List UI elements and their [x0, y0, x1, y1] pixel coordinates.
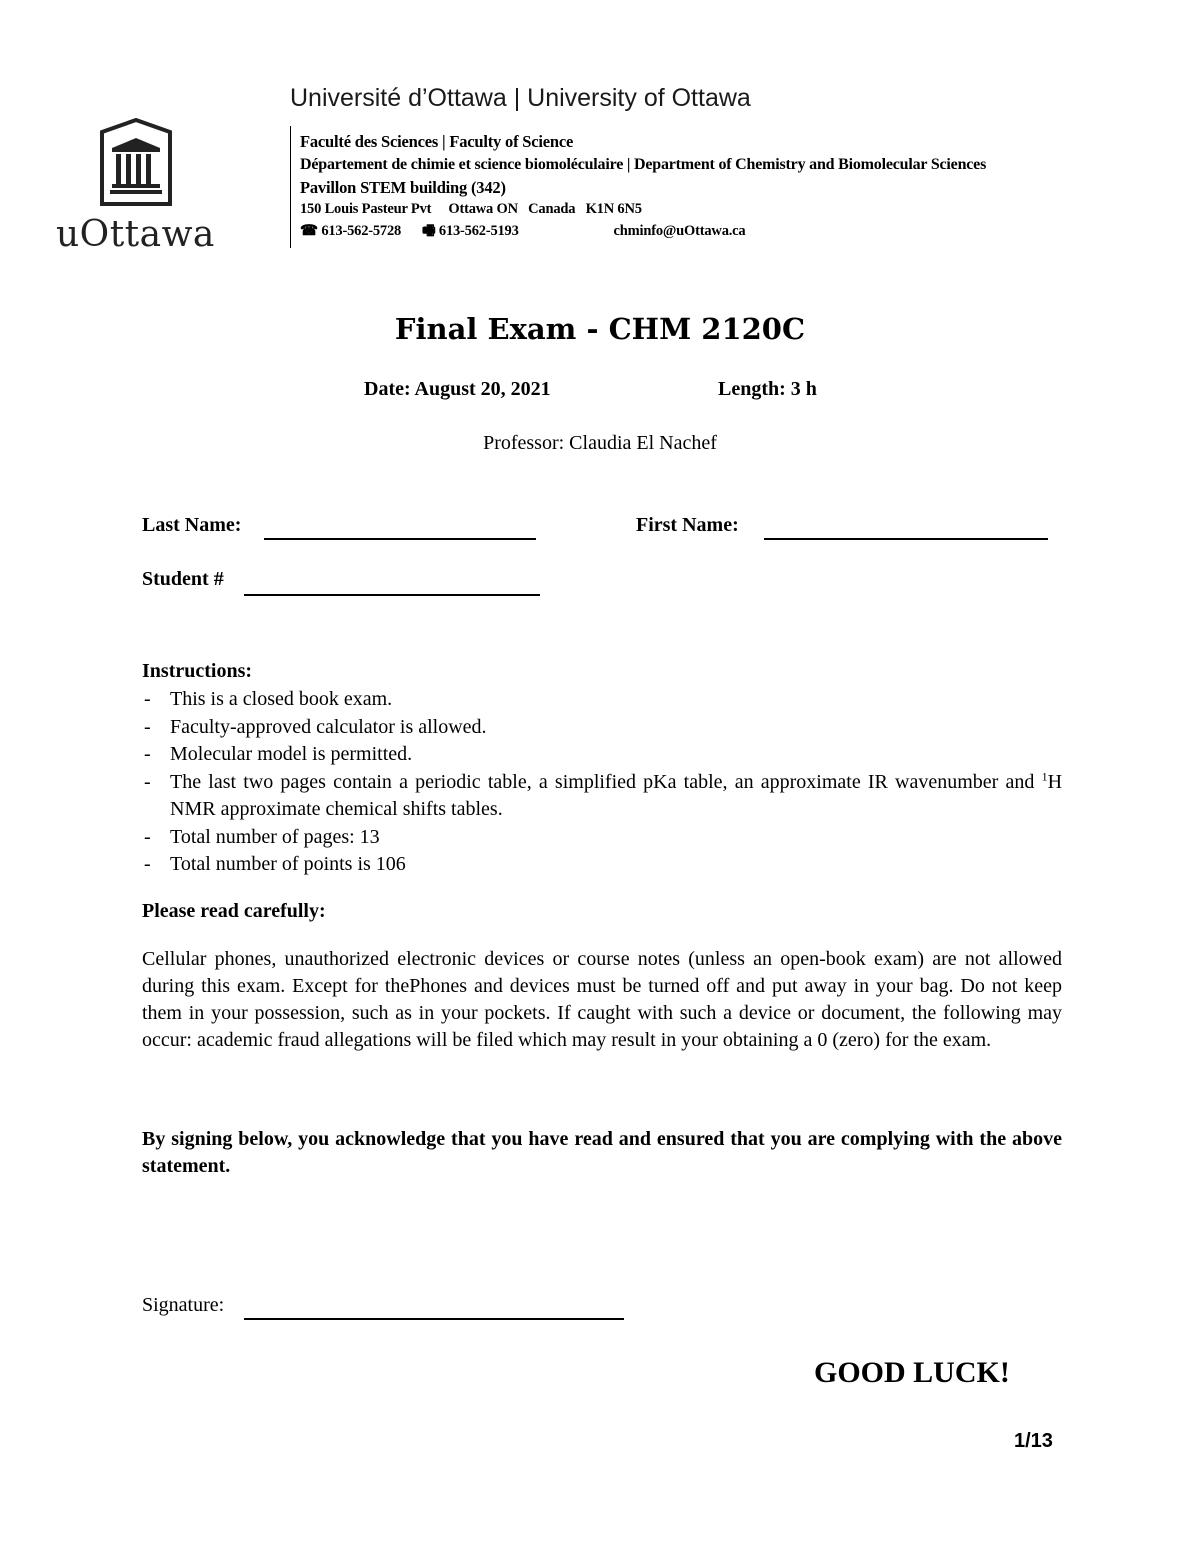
logo-wordmark: uOttawa [56, 214, 215, 255]
last-name-label: Last Name: [142, 514, 242, 536]
signature-field[interactable] [244, 1300, 624, 1320]
building-columns-icon [96, 118, 176, 208]
last-name-field[interactable] [264, 520, 536, 540]
address-line: 150 Louis Pasteur Pvt Ottawa ON Canada K1N 6N5 [300, 201, 642, 217]
notice-heading: Please read carefully: [142, 900, 326, 922]
email-link[interactable]: chminfo@uOttawa.ca [613, 223, 746, 239]
student-number-field[interactable] [244, 576, 540, 596]
exam-length: Length: 3 h [718, 378, 817, 400]
good-luck-text: GOOD LUCK! [814, 1356, 1010, 1389]
list-item: - This is a closed book exam. [144, 688, 393, 710]
list-item: - The last two pages contain a periodic table, a simplified pKa table, an approximate IR wavenumber and $^1$H NMR approximate chemical shifts tables. [144, 768, 1063, 820]
notice-body: Cellular phones, unauthorized electronic devices or course notes (unless an open-book exam) are not allowed during this exam. Except for thePhones and devices must be turned off and put away in your bag. Do not keep them in your possession, such as in your pockets. If caught with such a device or document, the following may occur: academic fraud allegations will be filed which may result in your obtaining a 0 (zero) for the exam. [142, 948, 1062, 1051]
university-name: Université d’Ottawa | University of Ottawa [290, 84, 751, 112]
phone-number: 613-562-5728 [321, 223, 402, 239]
fax-icon: 🖷 [421, 223, 436, 239]
page-title: Final Exam - CHM 2120C [394, 312, 806, 346]
exam-date: Date: August 20, 2021 [364, 378, 551, 400]
fax-number: 613-562-5193 [438, 223, 519, 239]
contact-line [300, 220, 745, 245]
list-item: - Total number of pages: 13 [144, 825, 380, 848]
signature-label: Signature: [142, 1294, 225, 1316]
list-item: - Faculty-approved calculator is allowed. [144, 715, 487, 738]
phone-icon: ☎ [300, 223, 318, 239]
first-name-label: First Name: [636, 514, 739, 536]
header-divider [290, 126, 291, 248]
faculty-line: Faculté des Sciences | Faculty of Science [300, 132, 574, 151]
professor-name: Professor: Claudia El Nachef [483, 432, 717, 454]
list-item: - Total number of points is 106 [144, 853, 406, 875]
instructions-heading: Instructions: [142, 660, 253, 682]
acknowledgement-statement: By signing below, you acknowledge that you have read and ensured that you are complying with the above statement. [142, 1128, 1062, 1177]
list-item: - Molecular model is permitted. [144, 743, 413, 765]
student-number-label: Student # [142, 568, 224, 590]
department-line: Département de chimie et science biomoléculaire | Department of Chemistry and Biomolecular Sciences [300, 156, 987, 173]
page-number: 1/13 [1014, 1430, 1053, 1452]
instructions-list [142, 686, 1062, 879]
building-line: Pavillon STEM building (342) [300, 178, 506, 197]
first-name-field[interactable] [764, 520, 1048, 540]
